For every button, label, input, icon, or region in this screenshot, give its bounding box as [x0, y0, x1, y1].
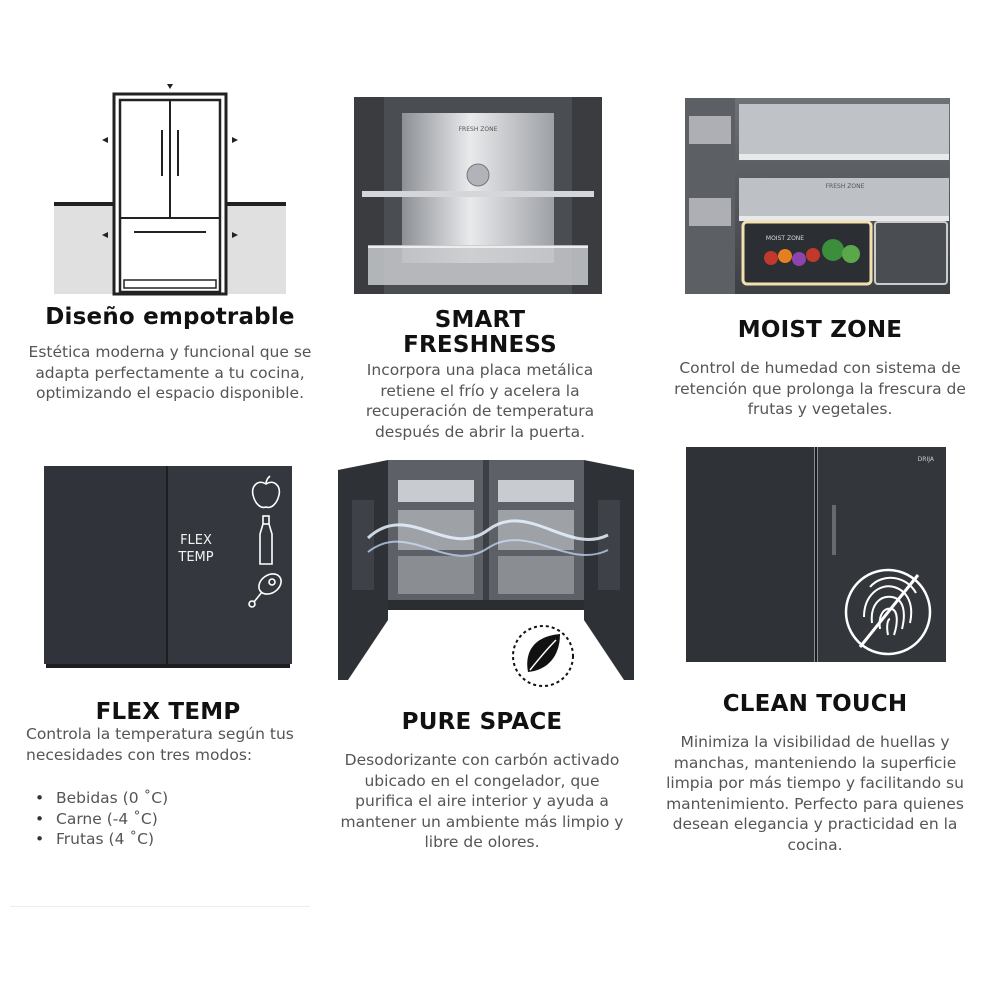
feature-desc-clean-touch: Minimiza la visibilidad de huellas y manchas, manteniendo la superficie limpia por más tiempo y facilitando su mantenimiento. Perfecto para quienes desean elegancia y practicidad en la cocina. — [666, 733, 964, 855]
feature-desc-flex-temp: Controla la temperatura según tus necesidades con tres modos: — [26, 725, 294, 764]
title-line-1: SMART — [434, 307, 526, 333]
feature-title-built-in: Diseño empotrable — [45, 304, 295, 330]
moist-zone-drawer-text: MOIST ZONE — [765, 235, 805, 242]
feature-desc-moist-zone: Control de humedad con sistema de retención que prolonga la frescura de frutas y vegetales. — [674, 359, 966, 419]
fresh-zone-plate-text: FRESH ZONE — [458, 126, 498, 133]
list-item: • Carne (-4 ˚C) — [26, 809, 311, 830]
feature-desc-pure-space: Desodorizante con carbón activado ubicado en el congelador, que purifica el aire interior y ayuda a mantener un ambiente más limpio y libre de olores. — [340, 751, 624, 852]
pure-space-image — [338, 460, 634, 692]
flex-temp-modes-list — [26, 788, 311, 850]
list-item: • Bebidas (0 ˚C) — [26, 788, 311, 809]
feature-title-smart-freshness — [330, 308, 630, 359]
brand-logo-text: DRIJA — [917, 456, 934, 463]
built-in-design-image — [50, 80, 290, 300]
feature-title-moist-zone: MOIST ZONE — [737, 317, 903, 343]
smart-freshness-image — [354, 97, 602, 294]
feature-title-pure-space: PURE SPACE — [401, 709, 563, 735]
flex-temp-image — [44, 466, 292, 670]
divider — [10, 906, 310, 907]
title-line-2: FRESHNESS — [403, 332, 557, 359]
flex-temp-label-line1: FLEX — [180, 533, 212, 548]
feature-desc-smart-freshness: Incorpora una placa metálica retiene el frío y acelera la recuperación de temperatura después de abrir la puerta. — [365, 361, 595, 441]
flex-temp-label-line2: TEMP — [178, 550, 214, 565]
list-item: • Frutas (4 ˚C) — [26, 829, 311, 850]
leaf-icon — [509, 622, 577, 690]
fresh-zone-shelf-text: FRESH ZONE — [825, 183, 865, 190]
moist-zone-image — [685, 98, 950, 294]
clean-touch-image — [686, 447, 946, 662]
feature-desc-built-in: Estética moderna y funcional que se adapta perfectamente a tu cocina, optimizando el espacio disponible. — [28, 343, 312, 403]
feature-title-flex-temp: FLEX TEMP — [95, 699, 241, 725]
feature-title-clean-touch: CLEAN TOUCH — [722, 691, 908, 717]
